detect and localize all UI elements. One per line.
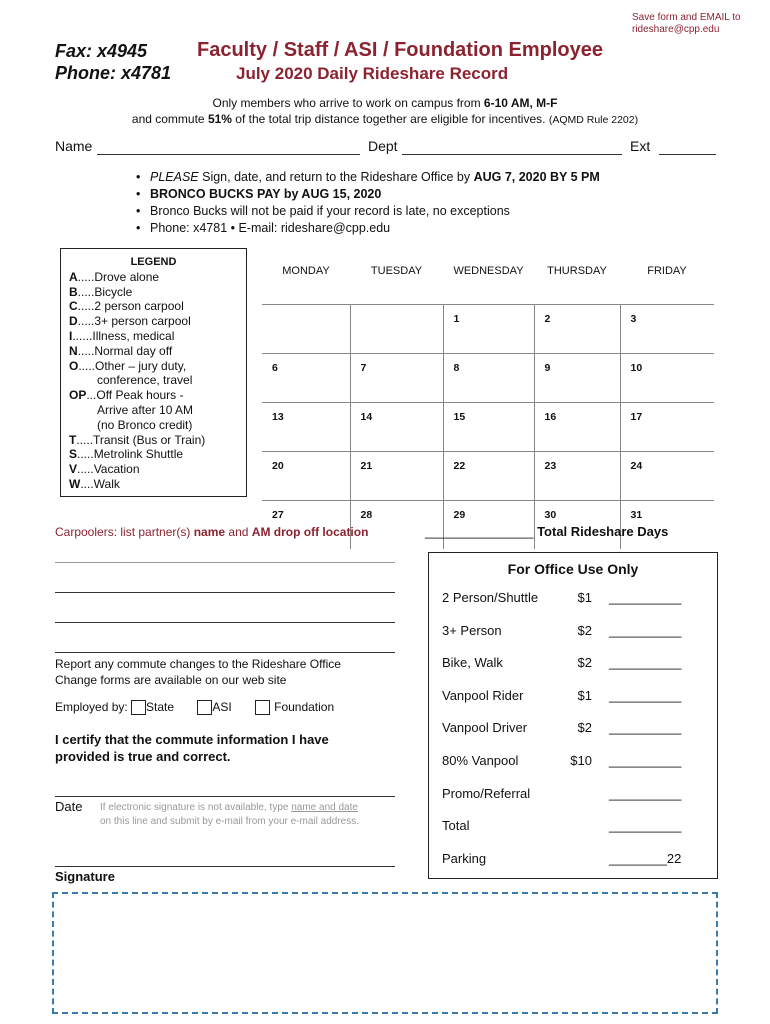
office-row: 3+ Person $2 __________ (442, 623, 682, 638)
foundation-checkbox[interactable] (255, 700, 270, 715)
total-days-label: Total Rideshare Days (537, 524, 669, 539)
calendar-day-cell[interactable] (262, 305, 350, 354)
calendar-header-row (262, 253, 714, 305)
calendar-week (262, 452, 714, 501)
legend-item: N.....Normal day off (69, 343, 173, 358)
calendar-day-cell[interactable]: 1 (443, 305, 534, 354)
esig-emph: name and date (291, 802, 358, 813)
date-line[interactable] (55, 796, 395, 797)
legend-item: O.....Other – jury duty, (69, 358, 187, 373)
instruction-deadline: AUG 7, 2020 BY 5 PM (473, 170, 600, 184)
name-dept-ext-row (55, 138, 725, 154)
fax-number: Fax: x4945 (55, 41, 148, 61)
legend-heading: LEGEND (130, 256, 177, 268)
instruction-text: BRONCO BUCKS PAY by AUG 15, 2020 (150, 187, 382, 201)
ext-field[interactable] (659, 154, 716, 155)
dashed-signature-area[interactable] (52, 892, 718, 1014)
legend-item: T.....Transit (Bus or Train) (69, 432, 206, 447)
carpool-line[interactable] (55, 652, 395, 653)
calendar-day-cell[interactable]: 30 (534, 501, 620, 550)
calendar-day-cell[interactable]: 14 (350, 403, 443, 452)
calendar-day-cell[interactable]: 21 (350, 452, 443, 501)
elig-rule: (AQMD Rule 2202) (548, 114, 639, 126)
calendar-day-cell[interactable]: 15 (443, 403, 534, 452)
calendar-day-cell[interactable]: 9 (534, 354, 620, 403)
calendar-day-cell[interactable]: 27 (262, 501, 350, 550)
calendar-day-cell[interactable]: 29 (443, 501, 534, 550)
cert-line: provided is true and correct. (55, 749, 231, 764)
total-rideshare-days (425, 524, 668, 539)
day-header: THURSDAY (534, 253, 620, 305)
carpool-text: and (225, 525, 252, 539)
calendar-day-cell[interactable]: 6 (262, 354, 350, 403)
cert-line: I certify that the commute information I have (55, 732, 329, 747)
save-note: Save form and EMAIL to rideshare@cpp.edu (632, 12, 741, 35)
foundation-label: Foundation (274, 700, 335, 714)
dept-label: Dept (368, 138, 398, 154)
report-line: Report any commute changes to the Rideshare Office (55, 657, 341, 671)
legend-item: OP...Off Peak hours - (69, 388, 184, 403)
ext-label: Ext (630, 138, 651, 154)
elig-percent: 51% (207, 112, 232, 126)
fax-phone (55, 40, 171, 84)
calendar-week (262, 403, 714, 452)
office-row: Bike, Walk $2 __________ (442, 655, 682, 670)
calendar-day-cell[interactable]: 8 (443, 354, 534, 403)
calendar-day-cell[interactable]: 2 (534, 305, 620, 354)
calendar-day-cell[interactable]: 3 (620, 305, 714, 354)
legend-item: A.....Drove alone (69, 269, 160, 284)
carpool-line[interactable] (55, 622, 395, 623)
day-header: TUESDAY (350, 253, 443, 305)
office-row: 2 Person/Shuttle $1 __________ (442, 590, 682, 605)
date-label: Date (55, 799, 83, 814)
office-row: Promo/Referral __________ (442, 786, 682, 801)
state-label: State (146, 700, 175, 714)
day-header: WEDNESDAY (443, 253, 534, 305)
day-header: FRIDAY (620, 253, 714, 305)
office-use-box (428, 552, 718, 879)
calendar-day-cell[interactable]: 23 (534, 452, 620, 501)
form-title: Faculty / Staff / ASI / Foundation Employee (197, 39, 603, 61)
dept-field[interactable] (402, 154, 622, 155)
form-subtitle: July 2020 Daily Rideshare Record (236, 64, 509, 83)
office-row: 80% Vanpool $10 __________ (442, 753, 682, 768)
carpoolers-label (55, 525, 368, 539)
calendar-grid (262, 253, 714, 549)
calendar-day-cell[interactable]: 13 (262, 403, 350, 452)
total-days-field[interactable]: _______________ (425, 524, 534, 539)
carpool-location-emph: AM drop off location (251, 525, 369, 539)
legend-item: V.....Vacation (69, 462, 140, 477)
esig-text: If electronic signature is not available, type (100, 802, 292, 813)
office-row: Total __________ (442, 818, 682, 833)
carpool-name-emph: name (193, 525, 226, 539)
instructions-list (150, 169, 600, 237)
office-row: Parking ________22 (442, 851, 682, 866)
eligibility-note (0, 95, 770, 128)
calendar-day-cell[interactable] (350, 305, 443, 354)
calendar-day-cell[interactable]: 7 (350, 354, 443, 403)
instruction-item: • Phone: x4781 • E-mail: rideshare@cpp.edu (150, 220, 600, 237)
asi-label: ASI (212, 700, 232, 714)
elig-text: of the total trip distance together are eligible for incentives. (231, 112, 549, 126)
calendar-day-cell[interactable]: 22 (443, 452, 534, 501)
calendar-week (262, 305, 714, 354)
legend-item: (no Bronco credit) (97, 417, 193, 432)
asi-checkbox[interactable] (197, 700, 212, 715)
carpool-line[interactable] (55, 592, 395, 593)
legend-box (60, 248, 247, 497)
carpool-text: Carpoolers: list partner(s) (55, 525, 194, 539)
legend-item: D.....3+ person carpool (69, 314, 191, 329)
report-changes-note (55, 656, 341, 688)
employed-by-row (55, 700, 334, 715)
esig-text: on this line and submit by e-mail from your e-mail address. (100, 816, 359, 827)
legend-item: W....Walk (69, 476, 120, 491)
carpool-line[interactable] (55, 562, 395, 563)
state-checkbox[interactable] (131, 700, 146, 715)
name-label: Name (55, 138, 93, 154)
employed-by-label: Employed by: (55, 700, 128, 714)
signature-line[interactable] (55, 866, 395, 867)
signature-label: Signature (55, 869, 115, 884)
calendar-day-cell[interactable]: 16 (534, 403, 620, 452)
calendar-day-cell[interactable]: 31 (620, 501, 714, 550)
report-line: Change forms are available on our web site (55, 673, 287, 687)
calendar-day-cell[interactable]: 17 (620, 403, 714, 452)
instruction-emphasis: PLEASE (150, 170, 199, 184)
legend-item: Arrive after 10 AM (97, 402, 194, 417)
calendar-day-cell[interactable]: 10 (620, 354, 714, 403)
calendar-day-cell[interactable]: 28 (350, 501, 443, 550)
office-row: Vanpool Driver $2 __________ (442, 720, 682, 735)
calendar-day-cell[interactable]: 20 (262, 452, 350, 501)
elig-hours: 6-10 AM, M-F (483, 96, 558, 110)
instruction-text: Sign, date, and return to the Rideshare Office by (198, 170, 474, 184)
legend-item: B.....Bicycle (69, 284, 133, 299)
elig-text: Only members who arrive to work on campus from (212, 96, 484, 110)
legend-item: I......Illness, medical (69, 328, 175, 343)
legend-item: S.....Metrolink Shuttle (69, 447, 184, 462)
instruction-item: • Bronco Bucks will not be paid if your record is late, no exceptions (150, 203, 600, 220)
legend-item: C.....2 person carpool (69, 299, 184, 314)
calendar-week (262, 354, 714, 403)
phone-number: Phone: x4781 (55, 63, 172, 83)
name-field[interactable] (97, 154, 360, 155)
instruction-item (150, 186, 600, 203)
office-use-heading: For Office Use Only (507, 561, 639, 577)
office-row: Vanpool Rider $1 __________ (442, 688, 682, 703)
day-header: MONDAY (262, 253, 350, 305)
instruction-item (150, 169, 600, 186)
elig-text: and commute (131, 112, 208, 126)
legend-item: conference, travel (97, 373, 193, 388)
esignature-note (100, 801, 359, 829)
calendar-day-cell[interactable]: 24 (620, 452, 714, 501)
certification-statement (55, 731, 329, 765)
